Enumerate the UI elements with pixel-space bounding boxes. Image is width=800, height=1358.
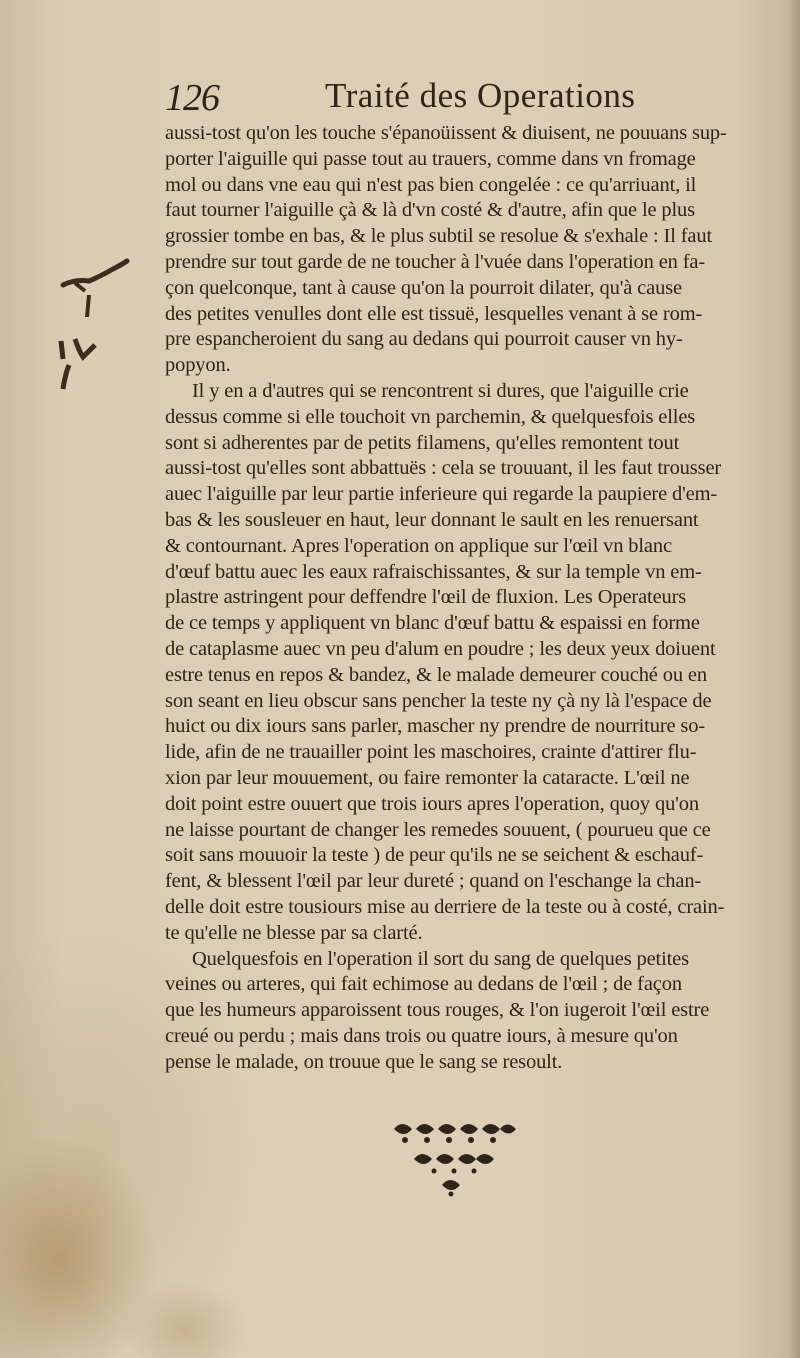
- text-line: doit point estre ouuert que trois iours apres l'operation, quoy qu'on: [165, 792, 699, 815]
- margin-ink-marks-icon: [55, 255, 135, 395]
- text-line: prendre sur tout garde de ne toucher à l'vuée dans l'operation en fa-: [165, 250, 706, 273]
- text-line: delle doit estre tousiours mise au derriere de la teste ou à costé, crain-: [165, 895, 725, 918]
- paragraph-start-line: Quelquesfois en l'operation il sort du sang de quelques petites: [192, 947, 689, 970]
- main-text: [165, 121, 795, 1075]
- text-line: popyon.: [165, 354, 231, 377]
- text-line: son seant en lieu obscur sans pencher la teste ny çà ny là l'espace de: [165, 689, 712, 712]
- paragraph-start-line: Il y en a d'autres qui se rencontrent si dures, que l'aiguille crie: [192, 379, 689, 402]
- text-line: mol ou dans vne eau qui n'est pas bien congelée : ce qu'arriuant, il: [165, 173, 697, 196]
- running-title: Traité des Operations: [325, 76, 636, 115]
- text-line: grossier tombe en bas, & le plus subtil se resolue & s'exhale : Il faut: [165, 225, 712, 248]
- text-line: dessus comme si elle touchoit vn parchemin, & quelquesfois elles: [165, 405, 696, 428]
- text-line: que les humeurs apparoissent tous rouges, & l'on iugeroit l'œil estre: [165, 999, 710, 1022]
- text-line: lide, afin de ne trauailler point les maschoires, crainte d'attirer flu-: [165, 741, 697, 764]
- text-line: de cataplasme auec vn peu d'alum en poudre ; les deux yeux doiuent: [165, 637, 716, 660]
- text-line: aussi-tost qu'on les touche s'épanoüissent & diuisent, ne pouuans sup-: [165, 122, 727, 144]
- text-line: huict ou dix iours sans parler, mascher ny prendre de nourriture so-: [165, 715, 706, 738]
- text-line: fent, & blessent l'œil par leur dureté ; quand on l'eschange la chan-: [165, 870, 702, 893]
- text-line: sont si adherentes par de petits filamens, qu'elles remontent tout: [165, 431, 680, 454]
- text-line: xion par leur mouuement, ou faire remonter la cataracte. L'œil ne: [165, 766, 690, 789]
- text-line: des petites venulles dont elle est tissuë, lesquelles venant à se rom-: [165, 302, 703, 325]
- text-line: porter l'aiguille qui passe tout au trauers, comme dans vn fromage: [165, 147, 696, 170]
- text-line: plastre astringent pour deffendre l'œil de fluxion. Les Operateurs: [165, 586, 687, 609]
- text-line: faut tourner l'aiguille çà & là d'vn costé & d'autre, afin que le plus: [165, 199, 695, 222]
- text-line: ne laisse pourtant de changer les remedes souuent, ( pourueu que ce: [165, 818, 711, 841]
- text-line: aussi-tost qu'elles sont abbattuës : cela se trouuant, il les faut trousser: [165, 457, 722, 480]
- page-header: [165, 72, 635, 122]
- text-line: te qu'elle ne blesse par sa clarté.: [165, 921, 423, 944]
- text-line: auec l'aiguille par leur partie inferieure qui regarde la paupiere d'em-: [165, 483, 718, 506]
- text-line: estre tenus en repos & bandez, & le malade demeurer couché ou en: [165, 663, 707, 686]
- text-line: pense le malade, on trouue que le sang se resoult.: [165, 1050, 563, 1073]
- text-line: pre espancheroient du sang au dedans qui pourroit causer vn hy-: [165, 328, 683, 351]
- text-line: soit sans mouuoir la teste ) de peur qu'ils ne se seichent & eschauf-: [165, 844, 704, 867]
- fleuron-ornament-icon: [388, 1115, 520, 1197]
- text-line: & contournant. Apres l'operation on applique sur l'œil vn blanc: [165, 534, 672, 557]
- text-line: bas & les sousleuer en haut, leur donnant le sault en les renuersant: [165, 508, 699, 531]
- page-number: 126: [165, 77, 219, 119]
- text-line: veines ou arteres, qui fait echimose au dedans de l'œil ; de façon: [165, 973, 682, 996]
- text-line: çon quelconque, tant à cause qu'on la pourroit dilater, qu'à cause: [165, 276, 682, 299]
- text-line: creué ou perdu ; mais dans trois ou quatre iours, à mesure qu'on: [165, 1024, 678, 1047]
- text-line: de ce temps y appliquent vn blanc d'œuf battu & espaissi en forme: [165, 612, 700, 635]
- text-line: d'œuf battu auec les eaux rafraischissantes, & sur la temple vn em-: [165, 560, 702, 583]
